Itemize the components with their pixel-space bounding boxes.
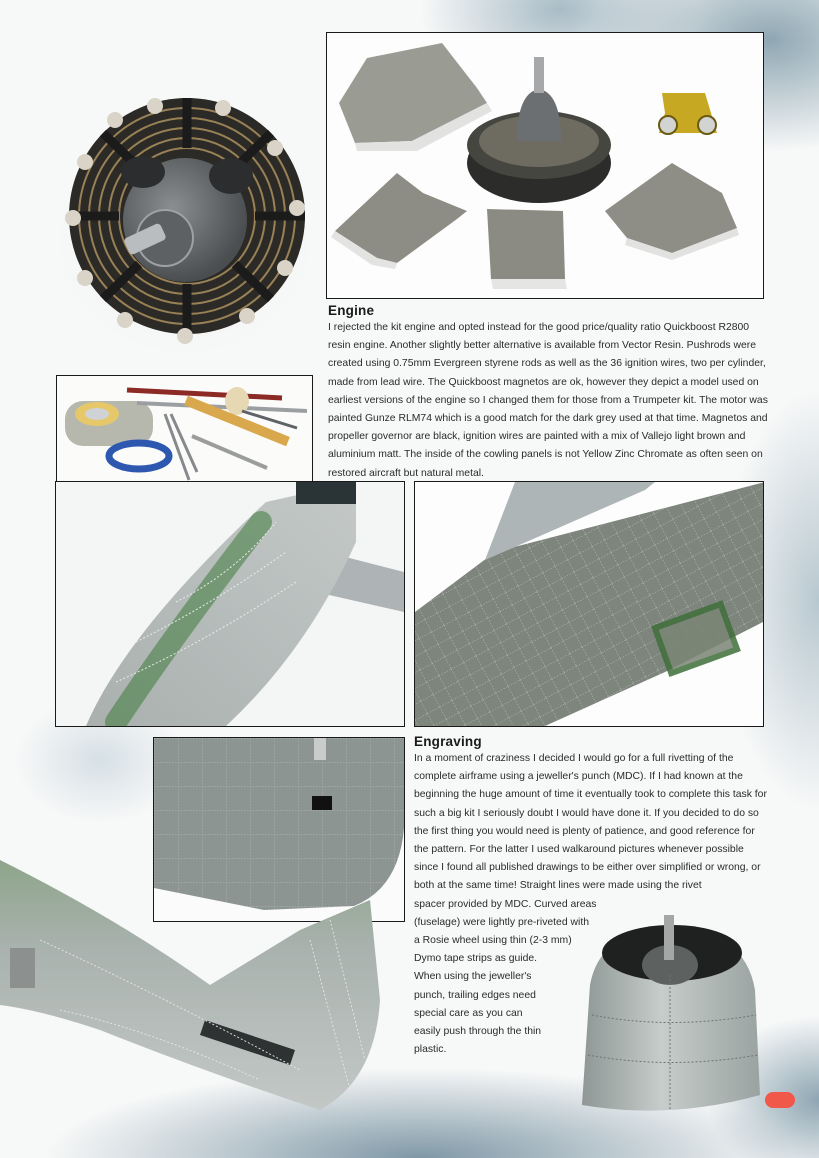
radial-engine-illustration xyxy=(35,58,325,358)
modelling-tools-image xyxy=(56,375,313,488)
wing-upper-illustration xyxy=(415,482,763,726)
engraving-wrap-line: Dymo tape strips as guide. xyxy=(414,953,538,965)
tools-illustration xyxy=(57,376,312,487)
engine-paragraph: I rejected the kit engine and opted instead for the good price/quality ratio Quickboost R2800 resin engine. Another slightly better alternative is available from Vector Resin. Pushrods were created using 0.75mm Evergreen styrene rods as well as the 36 ignition wires, two per cylinder, made from lead wire. The Quickboost magnetos are ok, however they depict a model used on earliest versions of the engine so I changed them for those from a Trumpeter kit. The motor was painted Gunze RLM74 which is a good match for the dark grey used at that time. Magnetos and propeller governor are black, ignition wires are painted with a mix of Vallejo light brown and aluminium matt. The inside of the cowling panels is not Yellow Zinc Chromate as often seen on restored aircraft but natural metal. xyxy=(328,322,768,479)
engraving-paragraph-wrap xyxy=(414,896,768,1060)
wing-upper-surface-riveted-image xyxy=(414,481,764,727)
engraving-section xyxy=(414,734,768,1059)
engraving-wrap-line: When using the jeweller's xyxy=(414,971,532,983)
engraving-wrap-line: (fuselage) were lightly pre-riveted with xyxy=(414,916,589,928)
engine-section xyxy=(328,303,768,483)
page-number-badge xyxy=(765,1092,795,1108)
engraving-heading: Engraving xyxy=(414,734,482,749)
engine-heading: Engine xyxy=(328,303,375,318)
cowling-parts-illustration xyxy=(327,33,763,298)
engine-and-cowling-parts-image xyxy=(326,32,764,299)
rear-fuselage-illustration xyxy=(0,830,420,1130)
radial-engine-hero-image xyxy=(35,58,325,358)
engraving-wrap-line: spacer provided by MDC. Curved areas xyxy=(414,898,597,910)
rear-fuselage-and-tail-image xyxy=(0,830,420,1130)
engraving-wrap-line: plastic. xyxy=(414,1044,447,1056)
fuselage-spine-riveted-image xyxy=(55,481,405,727)
engraving-wrap-line: easily push through the thin xyxy=(414,1026,542,1038)
engraving-wrap-line: a Rosie wheel using thin (2-3 mm) xyxy=(414,935,572,947)
fuselage-spine-illustration xyxy=(56,482,404,726)
engraving-wrap-line: punch, trailing edges need xyxy=(414,989,536,1001)
engraving-paragraph: In a moment of craziness I decided I would go for a full rivetting of the complete airframe using a jeweller's punch (MDC). If I had known at the beginning the huge amount of time it eventually took to complete this task for such a big kit I seriously doubt I would have done it. If you decided to do so the first thing you would need is plenty of patience, and good reference for the pattern. For the latter I used walkaround pictures whenever possible since I found all published drawings to be either over simplified or wrong, or both at the same time! Straight lines were made using the rivet xyxy=(414,753,767,892)
engraving-wrap-line: special care as you can xyxy=(414,1007,523,1019)
